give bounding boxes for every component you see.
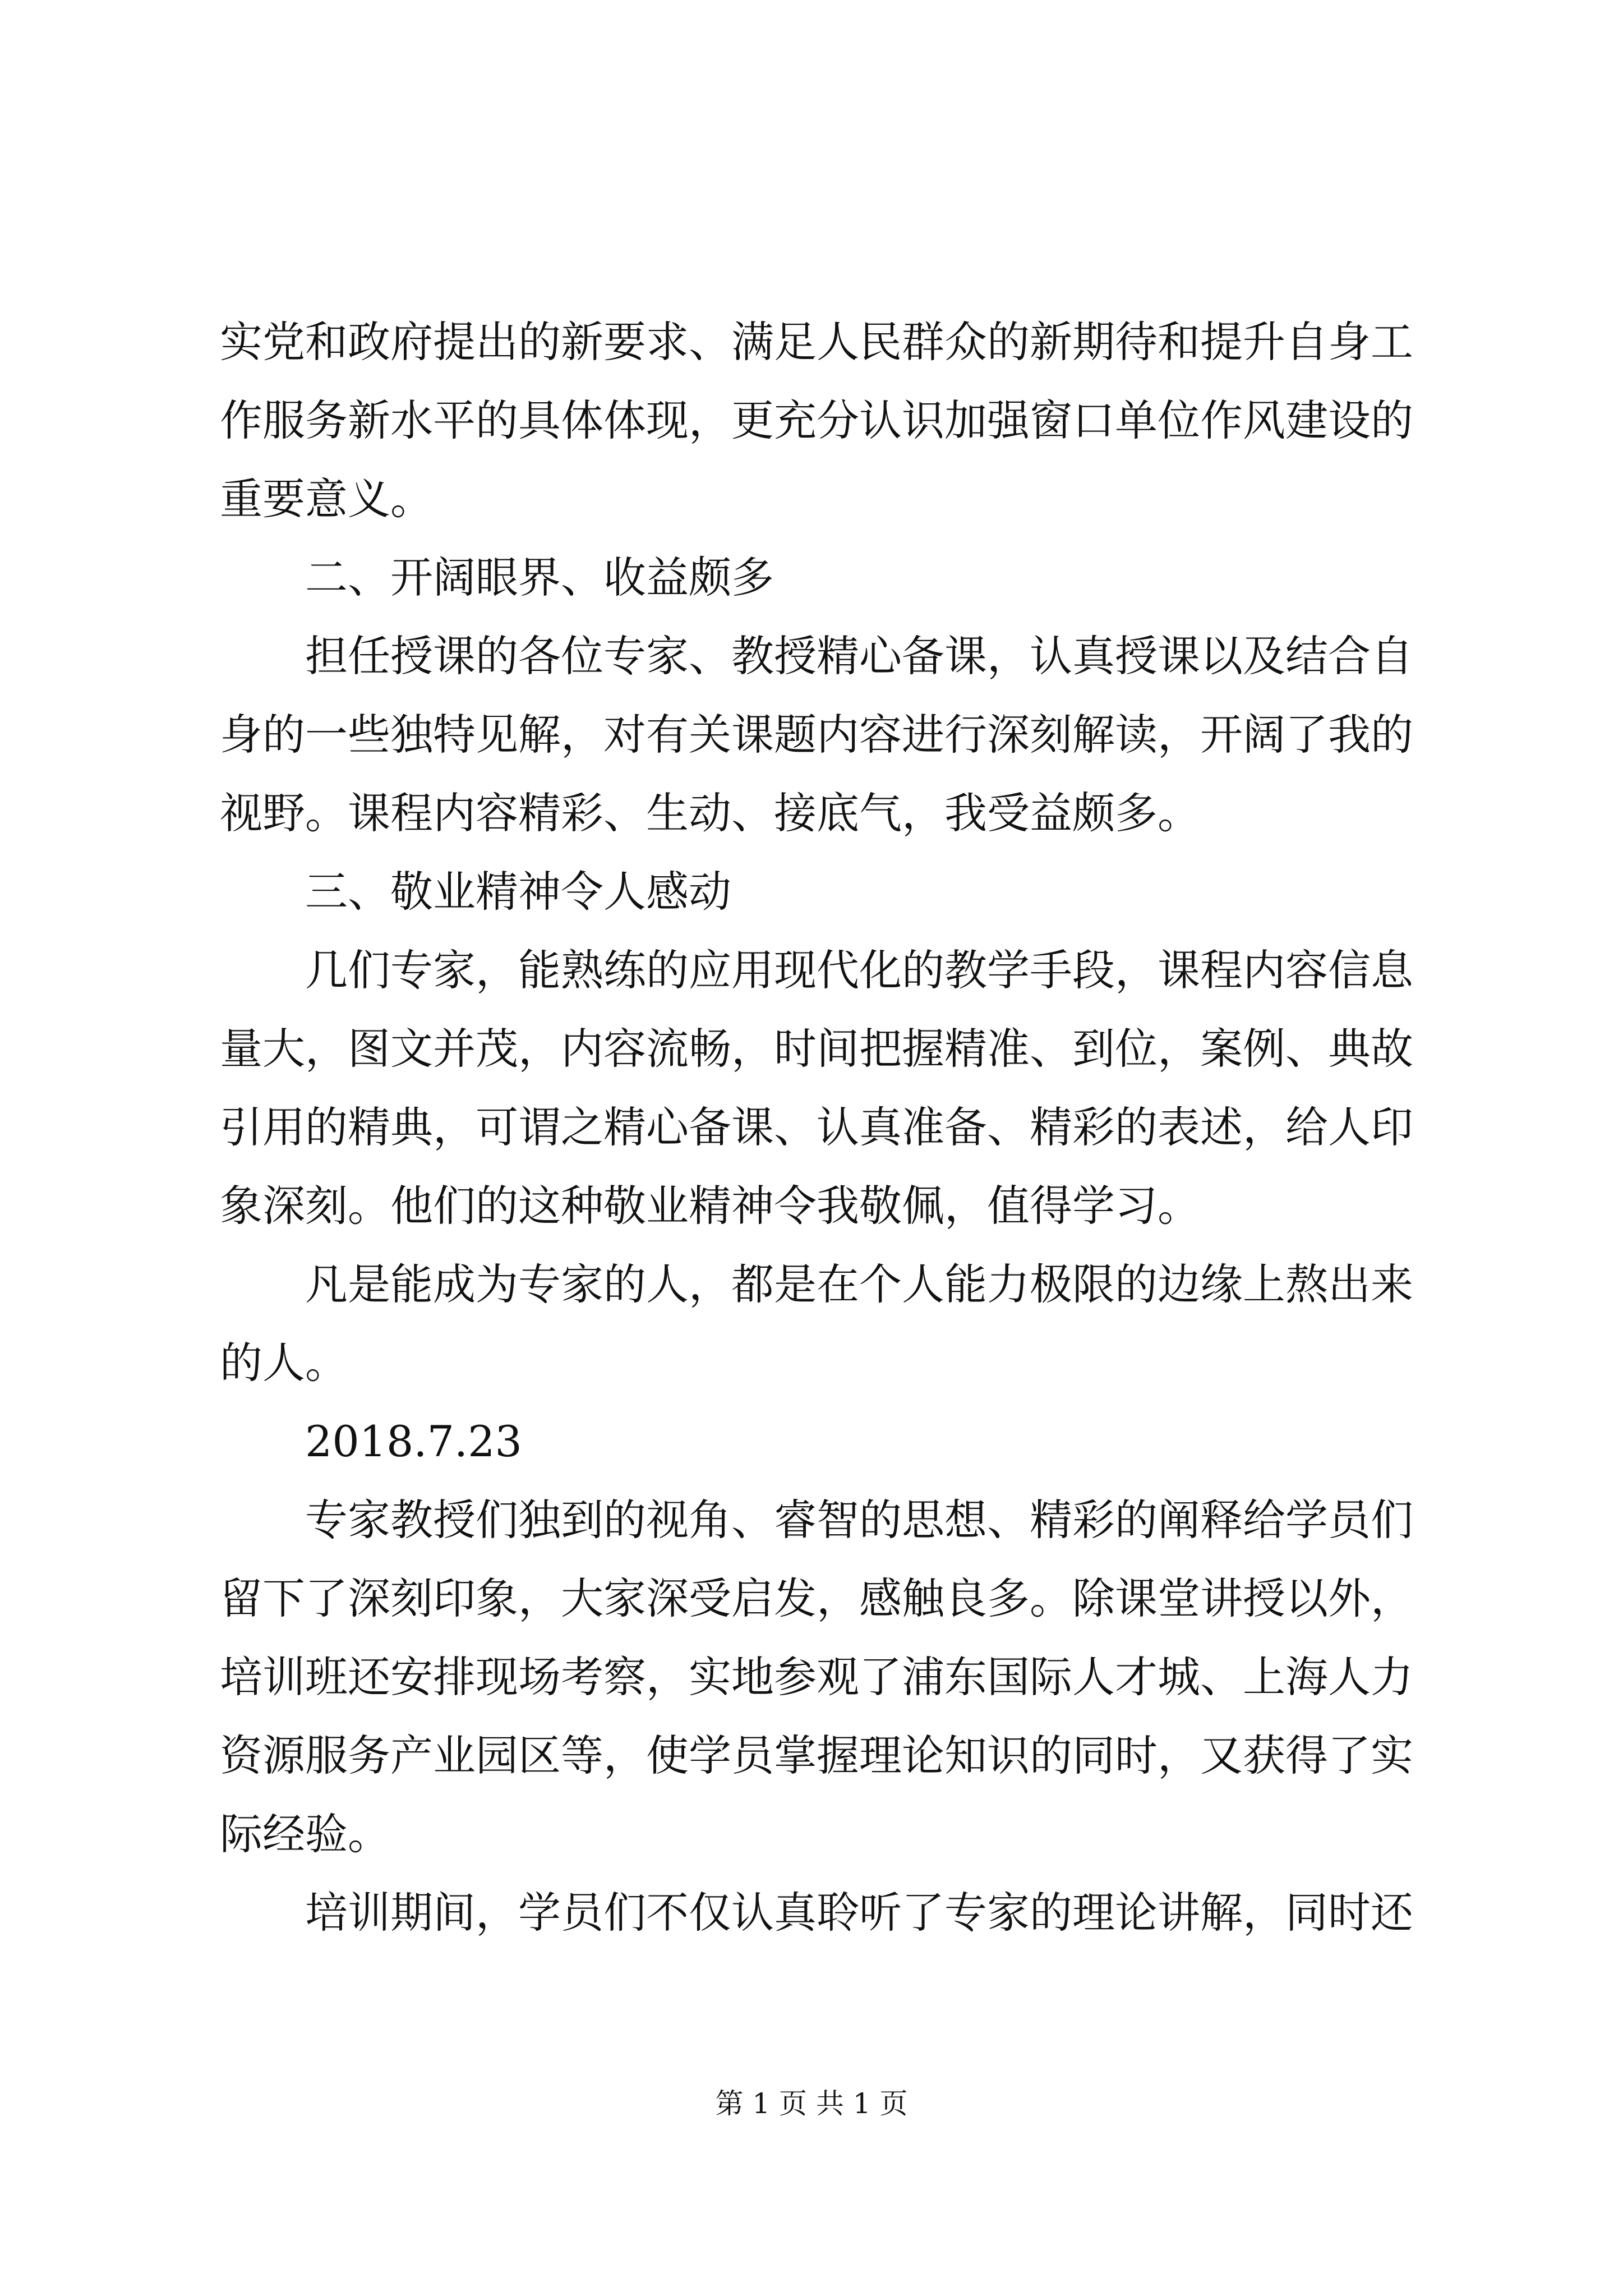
text-line: 2018.7.23 [305, 1416, 522, 1466]
text-line: 专家教授们独到的视角、睿智的思想、精彩的阐释给学员们 [305, 1495, 1413, 1545]
text-line: 作服务新水平的具体体现，更充分认识加强窗口单位作风建设的 [220, 395, 1413, 445]
text-line: 引用的精典，可谓之精心备课、认真准备、精彩的表述，给人印 [220, 1102, 1413, 1152]
document-body [220, 303, 1420, 1952]
text-line: 培训期间，学员们不仅认真聆听了专家的理论讲解，同时还 [305, 1888, 1413, 1938]
text-line: 实党和政府提出的新要求、满足人民群众的新期待和提升自身工 [220, 317, 1413, 367]
text-line: 留下了深刻印象，大家深受启发，感触良多。除课堂讲授以外， [220, 1573, 1413, 1623]
text-line: 资源服务产业园区等，使学员掌握理论知识的同时，又获得了实 [220, 1731, 1413, 1780]
text-line: 量大，图文并茂，内容流畅，时间把握精准、到位，案例、典故 [220, 1024, 1413, 1074]
text-line: 际经验。 [220, 1809, 390, 1859]
text-line: 视野。课程内容精彩、生动、接底气，我受益颇多。 [220, 788, 1200, 838]
text-line: 象深刻。他们的这种敬业精神令我敬佩，值得学习。 [220, 1181, 1200, 1231]
text-line: 培训班还安排现场考察，实地参观了浦东国际人才城、上海人力 [220, 1652, 1413, 1702]
text-line: 三、敬业精神令人感动 [305, 867, 731, 917]
text-line: 身的一些独特见解，对有关课题内容进行深刻解读，开阔了我的 [220, 710, 1413, 760]
text-line: 的人。 [220, 1338, 348, 1388]
text-line: 二、开阔眼界、收益颇多 [305, 553, 774, 602]
text-line: 几们专家，能熟练的应用现代化的教学手段，课程内容信息 [305, 945, 1413, 995]
text-line: 凡是能成为专家的人，都是在个人能力极限的边缘上熬出来 [305, 1259, 1413, 1309]
page-footer: 第 1 页 共 1 页 [715, 2087, 908, 2120]
text-line: 重要意义。 [220, 474, 433, 524]
text-line: 担任授课的各位专家、教授精心备课，认真授课以及结合自 [305, 631, 1413, 681]
